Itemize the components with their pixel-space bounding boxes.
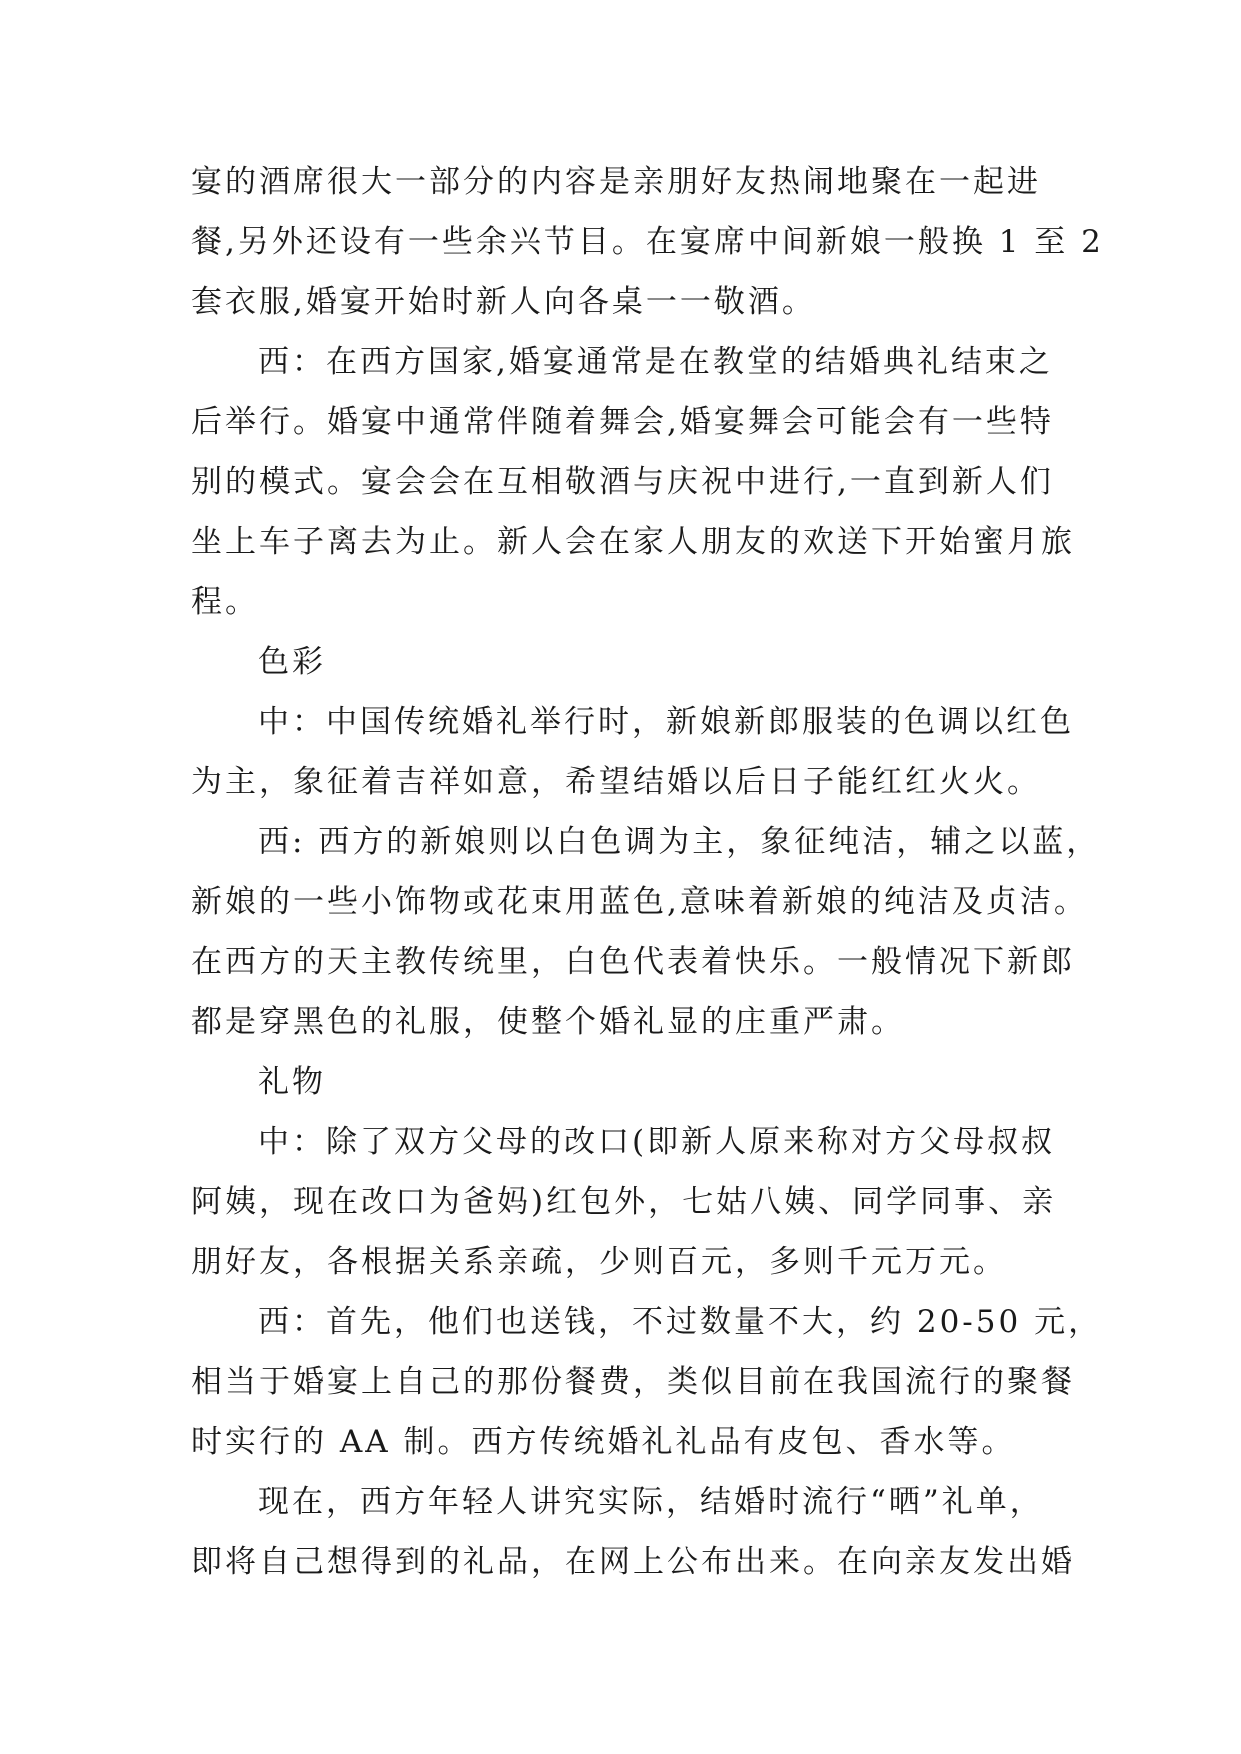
text-line: 别的模式。宴会会在互相敬酒与庆祝中进行,一直到新人们	[191, 464, 1054, 500]
text-line: 阿姨，现在改口为爸妈)红包外，七姑八姨、同学同事、亲	[191, 1184, 1057, 1220]
text-line: 套衣服,婚宴开始时新人向各桌一一敬酒。	[191, 284, 816, 320]
text-line: 朋好友，各根据关系亲疏，少则百元，多则千元万元。	[191, 1244, 1007, 1280]
text-line: 都是穿黑色的礼服，使整个婚礼显的庄重严肃。	[191, 1004, 905, 1040]
paragraph-start-line: 中：除了双方父母的改口(即新人原来称对方父母叔叔	[258, 1124, 1056, 1160]
text-line: 时实行的 AA 制。西方传统婚礼礼品有皮包、香水等。	[191, 1424, 1016, 1460]
paragraph-start-line: 现在，西方年轻人讲究实际，结婚时流行“晒”礼单，	[258, 1484, 1044, 1520]
text-line: 为主，象征着吉祥如意，希望结婚以后日子能红红火火。	[191, 764, 1041, 800]
text-line: 相当于婚宴上自己的那份餐费，类似目前在我国流行的聚餐	[191, 1364, 1075, 1400]
text-line: 宴的酒席很大一部分的内容是亲朋好友热闹地聚在一起进	[191, 164, 1041, 200]
text-line: 在西方的天主教传统里，白色代表着快乐。一般情况下新郎	[191, 944, 1075, 980]
text-line: 餐,另外还设有一些余兴节目。在宴席中间新娘一般换 1 至 2	[191, 224, 1104, 260]
section-heading-gift: 礼物	[258, 1064, 326, 1100]
text-line: 后举行。婚宴中通常伴随着舞会,婚宴舞会可能会有一些特	[191, 404, 1054, 440]
text-line: 坐上车子离去为止。新人会在家人朋友的欢送下开始蜜月旅	[191, 524, 1075, 560]
text-line: 即将自己想得到的礼品，在网上公布出来。在向亲友发出婚	[191, 1544, 1075, 1580]
paragraph-start-line: 西：在西方国家,婚宴通常是在教堂的结婚典礼结束之	[258, 344, 1053, 380]
paragraph-start-line: 西：首先，他们也送钱，不过数量不大，约 20-50 元，	[258, 1304, 1103, 1340]
text-line: 新娘的一些小饰物或花束用蓝色,意味着新娘的纯洁及贞洁。	[191, 884, 1088, 920]
paragraph-start-line: 中：中国传统婚礼举行时，新娘新郎服装的色调以红色	[258, 704, 1074, 740]
section-heading-color: 色彩	[258, 644, 326, 680]
text-line: 程。	[191, 584, 259, 620]
paragraph-start-line: 西: 西方的新娘则以白色调为主，象征纯洁，辅之以蓝，	[258, 824, 1101, 860]
